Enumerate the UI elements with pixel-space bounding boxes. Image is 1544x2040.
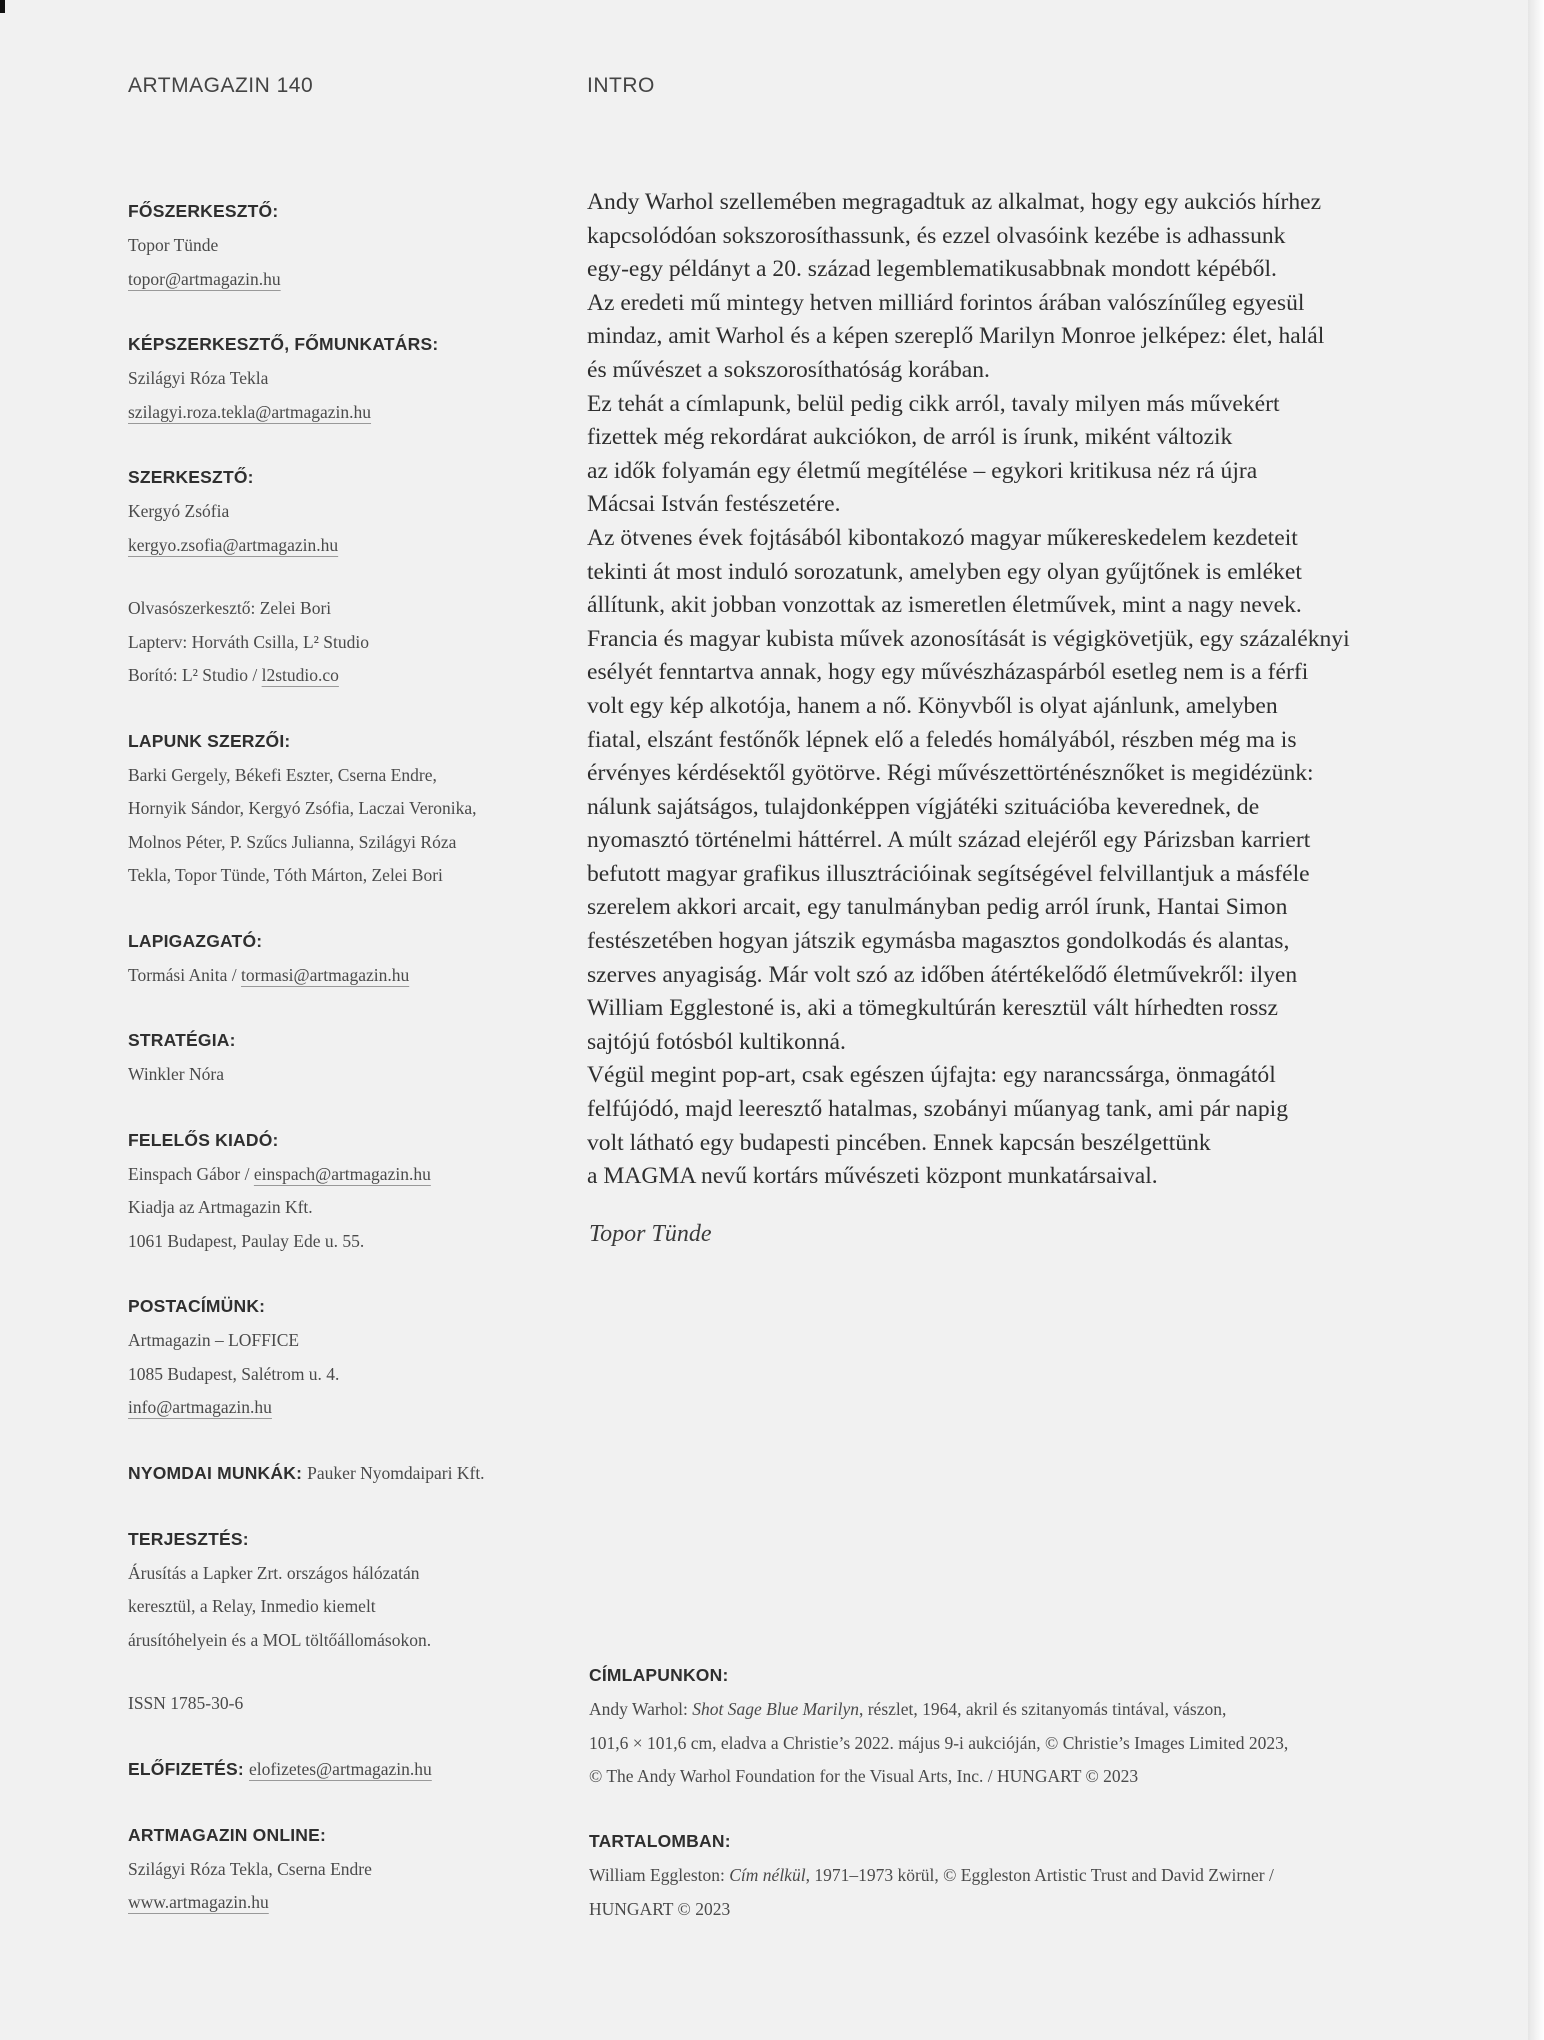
- intro-line: érvényes kérdésektől gyötörve. Régi művészettörténésznőket is megidézünk:: [587, 760, 1314, 787]
- intro-line: felfújódó, majd leeresztő hatalmas, szobányi műanyag tank, ami pár napig: [587, 1096, 1289, 1123]
- issn-section: [128, 1687, 568, 1721]
- layout-credit: Lapterv: Horváth Csilla, L² Studio: [128, 631, 369, 652]
- section-heading: LAPUNK SZERZŐI:: [128, 730, 291, 751]
- intro-line: fiatal, elszánt festőnők lépnek elő a feledés homályából, részben még ma is: [587, 726, 1297, 753]
- intro-line: szerelem akkori arcait, egy tanulmányban pedig arról írunk, Hantai Simon: [587, 894, 1288, 921]
- cover-credit: Borító: L² Studio /: [128, 665, 262, 685]
- section-heading: FŐSZERKESZTŐ:: [128, 201, 279, 221]
- intro-line: nálunk sajátságos, tulajdonképpen vígjátéki szituációba keverednek, de: [587, 793, 1260, 820]
- authors-line: Hornyik Sándor, Kergyó Zsófia, Laczai Veronika,: [128, 798, 477, 818]
- editor-in-chief-name: Topor Tünde: [128, 235, 219, 255]
- subscription-section: [128, 1751, 568, 1787]
- intro-line: volt látható egy budapesti pincében. Ennek kapcsán beszélgettünk: [587, 1129, 1211, 1156]
- intro-line: a MAGMA nevű kortárs művészeti központ munkatársaival.: [587, 1163, 1158, 1190]
- postal-line: 1085 Budapest, Salétrom u. 4.: [128, 1363, 340, 1384]
- managing-director-section: [128, 923, 568, 993]
- website-link[interactable]: www.artmagazin.hu: [128, 1892, 269, 1912]
- running-header-magazine: ARTMAGAZIN 140: [128, 74, 314, 97]
- subscription-email-link[interactable]: elofizetes@artmagazin.hu: [249, 1758, 432, 1779]
- intro-line: nyomasztó történelmi háttérrel. A múlt század elejéről egy Párizsban karriert: [587, 827, 1311, 854]
- authors-line: Tekla, Topor Tünde, Tóth Márton, Zelei Bori: [128, 865, 443, 885]
- authors-section: [128, 723, 568, 893]
- contents-caption-line: [589, 1859, 1489, 1893]
- contents-artwork-title: Cím nélkül: [729, 1865, 806, 1885]
- subscription-line: [128, 1751, 568, 1787]
- editor-in-chief-email-link[interactable]: topor@artmagazin.hu: [128, 268, 281, 289]
- intro-line: volt egy kép alkotója, hanem a nő. Könyvből is olyat ajánlunk, amelyben: [587, 692, 1278, 719]
- postal-line: Artmagazin – LOFFICE: [128, 1330, 300, 1350]
- cover-caption-line: 101,6 × 101,6 cm, eladva a Christie’s 2022. május 9-i aukcióján, © Christie’s Images Limited 2023,: [589, 1732, 1289, 1753]
- online-names: Szilágyi Róza Tekla, Cserna Endre: [128, 1858, 372, 1879]
- section-heading: LAPIGAZGATÓ:: [128, 930, 263, 951]
- strategy-section: [128, 1022, 568, 1092]
- intro-line: Az ötvenes évek fojtásából kibontakozó magyar műkereskedelem kezdeteit: [587, 524, 1298, 551]
- intro-line: és művészet a sokszorosíthatóság korában.: [587, 356, 990, 383]
- authors-line: Barki Gergely, Békefi Eszter, Cserna Endre,: [128, 764, 437, 785]
- contents-caption: [589, 1823, 1489, 1926]
- intro-line: állítunk, akit jobban vonzottak az ismeretlen életművek, mint a nagy nevek.: [587, 592, 1302, 619]
- section-heading: TARTALOMBAN:: [589, 1831, 731, 1851]
- cover-caption: [589, 1657, 1489, 1794]
- printing-line: [128, 1455, 568, 1491]
- section-heading: SZERKESZTŐ:: [128, 467, 254, 487]
- intro-line: Mácsai István festészetére.: [587, 491, 841, 518]
- intro-line: William Egglestoné is, aki a tömegkultúrán keresztül vált hírhedten rossz: [587, 995, 1278, 1022]
- info-email-link[interactable]: info@artmagazin.hu: [128, 1397, 272, 1417]
- photo-editor-email-link[interactable]: szilagyi.roza.tekla@artmagazin.hu: [128, 401, 372, 422]
- cover-artist: Andy Warhol:: [589, 1699, 693, 1719]
- intro-line: festészetében hogyan játszik egymásba magasztos gondolkodás és alantas,: [587, 928, 1290, 955]
- section-heading: NYOMDAI MUNKÁK:: [128, 1462, 303, 1483]
- distribution-section: [128, 1521, 568, 1658]
- online-section: [128, 1817, 568, 1920]
- photo-editor-section: [128, 326, 568, 429]
- intro-line: befutott magyar grafikus illusztrációinak segítségével felvillantjuk a másféle: [587, 860, 1310, 887]
- publisher-section: [128, 1122, 568, 1259]
- running-header-section: INTRO: [587, 74, 655, 97]
- proofreader-credit: Olvasószerkesztő: Zelei Bori: [128, 598, 332, 618]
- credits-section: [128, 592, 568, 693]
- managing-director-email-link[interactable]: tormasi@artmagazin.hu: [241, 964, 410, 985]
- intro-line: Végül megint pop-art, csak egészen újfajta: egy narancssárga, önmagától: [587, 1062, 1276, 1089]
- editor-section: [128, 459, 568, 562]
- intro-line: esélyét fenntartva annak, hogy egy művészházaspárból esetleg nem is a férfi: [587, 659, 1309, 686]
- intro-signature: Topor Tünde: [589, 1221, 712, 1247]
- photo-editor-name: Szilágyi Róza Tekla: [128, 368, 269, 388]
- section-heading: ELŐFIZETÉS:: [128, 1758, 244, 1779]
- strategy-name: Winkler Nóra: [128, 1064, 224, 1084]
- contents-artist: William Eggleston:: [589, 1865, 730, 1885]
- distribution-line: keresztül, a Relay, Inmedio kiemelt: [128, 1596, 376, 1616]
- cover-caption-line: [589, 1693, 1489, 1727]
- page-edge: [1528, 0, 1544, 2040]
- intro-line: kapcsolódóan sokszorosíthassunk, és ezzel olvasóink kezébe is adhassunk: [587, 222, 1286, 249]
- publisher-email-link[interactable]: einspach@artmagazin.hu: [253, 1163, 431, 1184]
- postal-section: [128, 1288, 568, 1425]
- masthead-column: [128, 193, 568, 1950]
- intro-line: szerves anyagiság. Már volt szó az időben átértékelődő életművekről: ilyen: [587, 961, 1298, 988]
- intro-line: tekinti át most induló sorozatunk, amelyben egy olyan gyűjtőnek is emléket: [587, 558, 1302, 585]
- intro-line: egy-egy példányt a 20. század legemblematikusabbnak mondott képéből.: [587, 256, 1277, 283]
- intro-line: Ez tehát a címlapunk, belül pedig cikk arról, tavaly milyen más művekért: [587, 390, 1280, 417]
- authors-line: Molnos Péter, P. Szűcs Julianna, Szilágyi Róza: [128, 831, 457, 852]
- intro-line: mindaz, amit Warhol és a képen szereplő Marilyn Monroe jelképez: élet, halál: [587, 323, 1325, 350]
- intro-line: fizettek még rekordárat aukciókon, de arról is írunk, miként változik: [587, 424, 1233, 451]
- cover-caption-line: © The Andy Warhol Foundation for the Visual Arts, Inc. / HUNGART © 2023: [589, 1766, 1139, 1786]
- managing-director-name: Tormási Anita /: [128, 964, 241, 985]
- publisher-name: Einspach Gábor /: [128, 1163, 254, 1184]
- intro-line: Francia és magyar kubista művek azonosítását is végigkövetjük, egy százaléknyi: [587, 625, 1350, 652]
- intro-line: Andy Warhol szellemében megragadtuk az alkalmat, hogy egy aukciós hírhez: [587, 189, 1322, 215]
- printing-value: Pauker Nyomdaipari Kft.: [307, 1462, 485, 1483]
- section-heading: TERJESZTÉS:: [128, 1528, 249, 1549]
- contents-caption-line: HUNGART © 2023: [589, 1898, 731, 1919]
- studio-website-link[interactable]: l2studio.co: [261, 665, 339, 685]
- intro-line: az idők folyamán egy életmű megítélése – egykori kritikusa néz rá újra: [587, 457, 1258, 484]
- publisher-address: 1061 Budapest, Paulay Ede u. 55.: [128, 1230, 365, 1251]
- contents-artwork-details: , 1971–1973 körül, © Eggleston Artistic Trust and David Zwirner /: [805, 1865, 1274, 1885]
- editor-in-chief-section: [128, 193, 568, 296]
- distribution-line: Árusítás a Lapker Zrt. országos hálózatán: [128, 1562, 420, 1583]
- issn: ISSN 1785-30-6: [128, 1693, 244, 1713]
- section-heading: STRATÉGIA:: [128, 1030, 236, 1050]
- intro-line: Az eredeti mű mintegy hetven milliárd forintos árában valószínűleg egyesül: [587, 289, 1305, 316]
- section-heading: CÍMLAPUNKON:: [589, 1665, 729, 1685]
- editor-name: Kergyó Zsófia: [128, 501, 230, 521]
- intro-text: [587, 186, 1487, 1194]
- section-heading: KÉPSZERKESZTŐ, FŐMUNKATÁRS:: [128, 334, 439, 354]
- section-heading: ARTMAGAZIN ONLINE:: [128, 1824, 327, 1845]
- publisher-company: Kiadja az Artmagazin Kft.: [128, 1197, 313, 1217]
- editor-email-link[interactable]: kergyo.zsofia@artmagazin.hu: [128, 534, 339, 555]
- intro-line: sajtójú fotósból kultikonná.: [587, 1028, 846, 1055]
- cover-artwork-title: Shot Sage Blue Marilyn: [692, 1699, 859, 1719]
- section-heading: POSTACÍMÜNK:: [128, 1296, 266, 1316]
- scan-mark: [0, 0, 5, 13]
- printing-section: [128, 1455, 568, 1491]
- section-heading: FELELŐS KIADÓ:: [128, 1129, 279, 1150]
- distribution-line: árusítóhelyein és a MOL töltőállomásokon.: [128, 1629, 432, 1650]
- cover-artwork-details: , részlet, 1964, akril és szitanyomás tintával, vászon,: [858, 1699, 1227, 1719]
